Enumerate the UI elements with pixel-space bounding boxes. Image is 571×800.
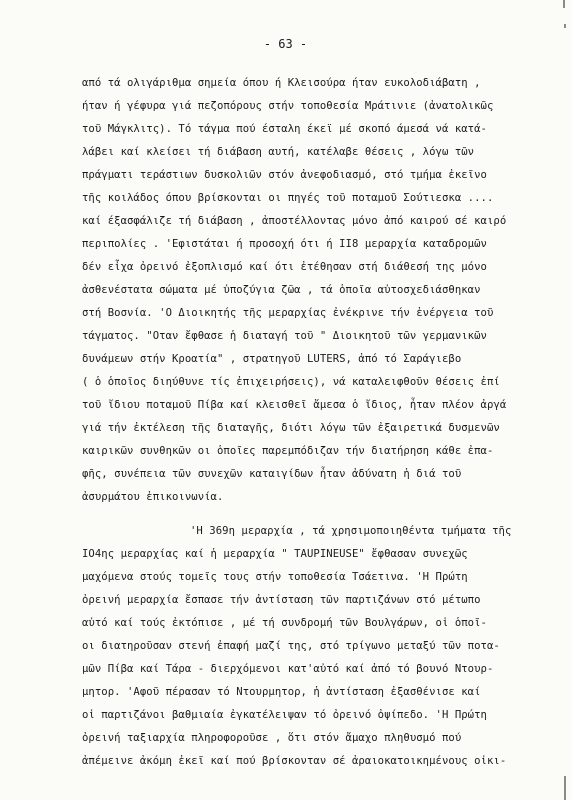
text-line: γιά τήν ἐκτέλεση τῆς διαταγῆς, διότι λόγω τῶν ἐξαιρετικά δυσμενῶν — [82, 422, 500, 434]
text-line: από τά ολιγάριθμα σημεία όπου ή Κλεισούρα ήταν ευκολοδιάβατη , — [82, 77, 481, 89]
text-line: τοῦ Μάγκλιτς). Τό τάγμα πού έσταλη έκεϊ μέ σκοπό άμεσά νά κατά- — [82, 123, 487, 135]
text-line: καιρικῶν συνθηκῶν οι ὁποῖες παρεμπόδιζαν τήν διατήρηση κάθε ἐπα- — [82, 445, 494, 457]
text-line: ( ὁ ὁποῖος διηύθυνε τίς ἐπιχειρήσεις), νά καταλειφθοῦν θέσεις ἐπί — [82, 376, 500, 388]
text-line: ἀπέμεινε ἀκόμη ἐκεῖ καί πού βρίσκονταν σέ ἀραιοκατοικημένους οἰκι- — [82, 755, 507, 767]
text-line: ἀσθενέστατα σώματα μέ ὑποζύγια ζῶα , τά ὁποῖα αὐτοσχεδιάσθηκαν — [82, 284, 481, 296]
text-line: οι διατηροῦσαν στενή ἐπαφή μαζί της, στό τρίγωνο μεταξύ τῶν ποτα- — [82, 640, 500, 652]
scan-edge-mark — [563, 0, 565, 8]
text-line: τάγματος. "Οταν ἔφθασε ἡ διαταγή τοῦ " Διοικητοῦ τῶν γερμανικῶν — [82, 330, 487, 342]
scan-edge-mark — [564, 776, 566, 800]
text-line: μαχόμενα στούς τομεῖς τους στήν τοποθεσία Τσάετινα. 'Η Πρώτη — [82, 571, 468, 583]
text-line: δέν εἶχα ὀρεινό ἐξοπλισμό καί ότι ἐτέθησαν στή διάθεσή της μόνο — [82, 261, 487, 273]
text-line: ὀρεινή ταξιαρχία πληροφοροῦσε , ὅτι στόν ἄμαχο πληθυσμό πού — [82, 732, 462, 744]
page-number: - 63 - — [263, 37, 308, 51]
text-line: 'Η 369η μεραρχία , τά χρησιμοποιηθέντα τμήματα τῆς — [190, 525, 512, 537]
text-line: ήταν ή γέφυρα γιά πεζοπόρους στήν τοποθεσία Μράτινιε (ἀνατολικῶς — [82, 100, 494, 112]
text-line: τῆς κοιλάδος όπου βρίσκονται οι πηγές τοῦ ποταμοῦ Σούτιεσκα .... — [82, 192, 494, 204]
text-line: μητορ. 'Αφοῦ πέρασαν τό Ντουρμητορ, ἡ ἀντίσταση ἐξασθένισε καί — [82, 686, 481, 698]
text-line: δυνάμεων στήν Κροατία" , στρατηγοῦ LUTERS, ἀπό τό Σαράγιεβο — [82, 353, 462, 365]
text-line: περιπολίες . 'Εφιστάται ή προσοχή ότι ή II8 μεραρχία καταδρομῶν — [82, 238, 487, 250]
text-line: στή Βοσνία. 'Ο Διοικητής τῆς μεραρχίας ἐνέκρινε τήν ἐνέργεια τοῦ — [82, 307, 494, 319]
text-line: καί έξασφάλιζε τή διάβαση , ἀποστέλλοντας μόνο ἀπό καιρού σέ καιρό — [82, 215, 507, 227]
text-line: λάβει καί κλείσει τή διάβαση αυτή, κατέλαβε θέσεις , λόγω τῶν — [82, 146, 475, 158]
text-line: τοῦ ἴδιου ποταμοῦ Πίβα καί κλεισθεῖ ἄμεσα ὁ ἴδιος, ἦταν πλέον ἀργά — [82, 399, 507, 411]
text-line: πράγματι τεράστιων δυσκολιῶν στόν ἀνεφοδιασμό, στό τμήμα ἐκεῖνο — [82, 169, 487, 181]
scan-edge-mark — [564, 24, 566, 28]
text-line: ἀσυρμάτου ἐπικοινωνία. — [82, 491, 224, 503]
text-line: αὐτό καί τούς ἐκτόπισε , μέ τή συνδρομή τῶν Βουλγάρων, οἱ ὁποῖ- — [82, 617, 487, 629]
text-line: μῶν Πίβα καί Τάρα - διερχόμενοι κατ'αὐτό καί ἀπό τό βουνό Ντουρ- — [82, 663, 494, 675]
text-line: φῆς, συνέπεια τῶν συνεχῶν καταιγίδων ἦταν ἀδύνατη ἡ διά τοῦ — [82, 468, 462, 480]
text-line: ὀρεινή μεραρχία ἔσπασε τήν ἀντίσταση τῶν παρτιζάνων στό μέτωπο — [82, 594, 481, 606]
text-line: οἱ παρτιζάνοι βαθμιαία ἐγκατέλειψαν τό ὀρεινό ὀψίπεδο. 'Η Πρώτη — [82, 709, 487, 721]
text-line: IO4ης μεραρχίας καί ἡ μεραρχία " TAUPINEUSE" ἔφθασαν συνεχῶς — [82, 548, 468, 560]
